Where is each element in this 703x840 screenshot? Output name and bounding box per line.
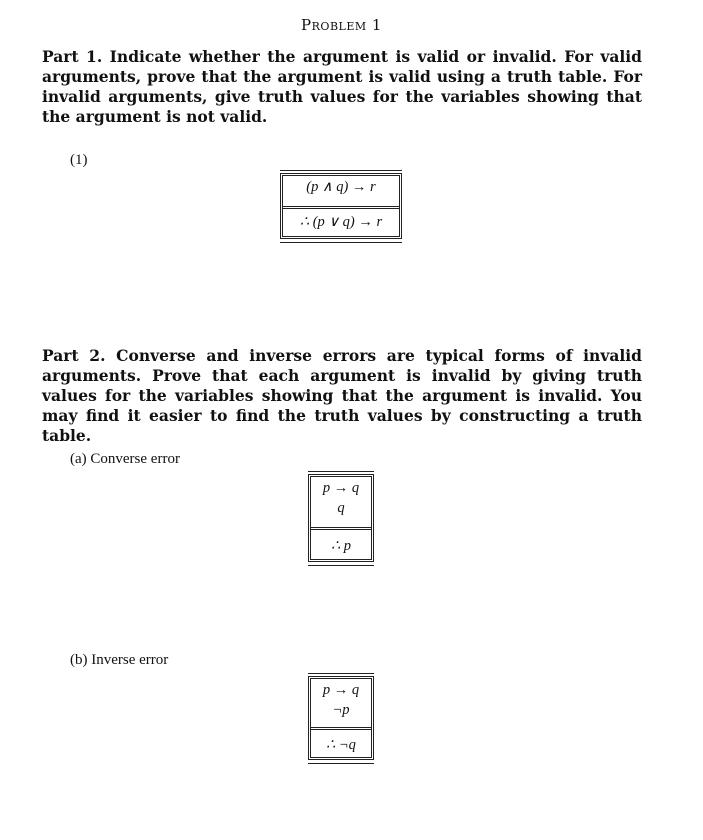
page-title: Problem 1	[301, 16, 382, 34]
arg1-top-rule	[280, 170, 402, 171]
arg-b-top-rule	[308, 673, 374, 674]
arg1-bottom-rule	[280, 242, 402, 243]
part2-item-a-label: (a) Converse error	[70, 451, 180, 467]
arg1-conclusion: ∴ (p ∨ q) → r	[299, 214, 383, 230]
arg-b-premise-1: p → q	[322, 682, 360, 698]
arg-a-box	[308, 474, 374, 562]
arg-a-top-rule	[308, 471, 374, 472]
arg-a-bottom-rule	[308, 565, 374, 566]
arg1-premise: (p ∧ q) → r	[306, 179, 376, 195]
arg-b-separator	[311, 727, 371, 730]
part1-instructions: Part 1. Indicate whether the argument is valid or invalid. For valid arguments, prove that the argument is valid using a truth table. For invalid arguments, give truth values for the variables showing that the argument is not valid.	[42, 47, 642, 126]
arg-b-bottom-rule	[308, 763, 374, 764]
part2-instructions: Part 2. Converse and inverse errors are typical forms of invalid arguments. Prove that each argument is invalid by giving truth values for the variables showing that the argument is invalid. You may find it easier to find the truth values by constructing a truth table.	[42, 346, 642, 445]
arg-b-box	[308, 676, 374, 760]
arg-a-premise-1: p → q	[322, 480, 360, 496]
part2-item-b-label: (b) Inverse error	[70, 652, 169, 668]
arg-a-conclusion: ∴ p	[330, 538, 352, 554]
arg-a-separator	[311, 527, 371, 530]
arg-b-premise-2: ¬p	[332, 702, 350, 718]
arg-a-premise-2: q	[337, 500, 345, 516]
part1-item-label: (1)	[70, 152, 88, 168]
arg1-separator	[283, 206, 399, 209]
arg-b-conclusion: ∴ ¬q	[326, 737, 356, 753]
arg1-box	[280, 173, 402, 239]
